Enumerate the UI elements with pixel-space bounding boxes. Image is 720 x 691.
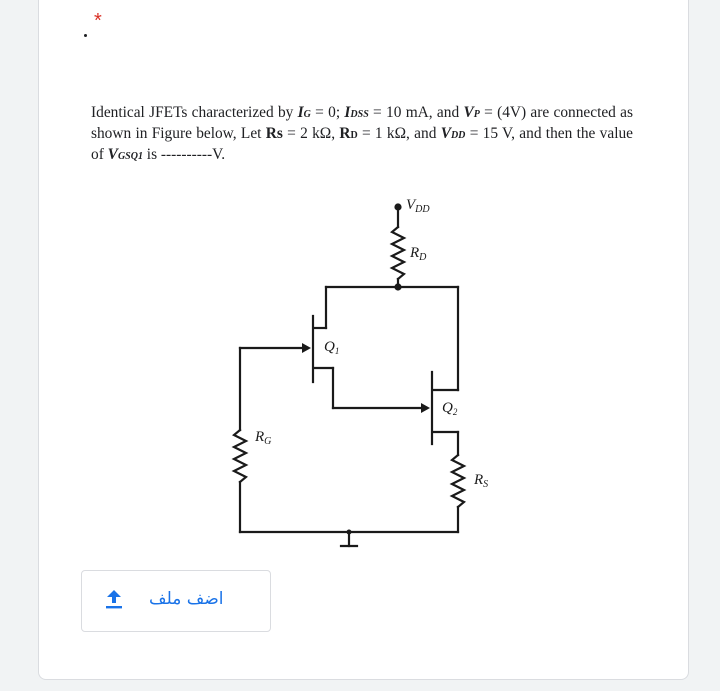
q2-gate-arrow xyxy=(421,403,430,413)
rs-resistor xyxy=(452,455,464,507)
rg-resistor xyxy=(234,430,246,482)
vdd-label: $V_{DD}$ xyxy=(406,197,430,215)
rg-label: $R_G$ xyxy=(255,429,272,447)
q2-label: $Q_2$ xyxy=(442,400,458,417)
q1-gate-arrow xyxy=(302,343,311,353)
add-file-label: اضف ملف xyxy=(149,589,224,609)
q1-label: $Q_1$ xyxy=(324,339,340,356)
required-marker: * xyxy=(94,10,102,32)
question-text: Identical JFETs characterized by IG = 0; IDSS = 10 mA, and VP = (4V) are connected as shown in Figure below, Let Rs = 2 kΩ, RD = 1 kΩ, and VDD = 15 V, and then the value of VGSQ1 is ----------V. xyxy=(91,104,633,163)
rd-label: $R_D$ xyxy=(410,245,427,263)
rs-label: $R_S$ xyxy=(474,472,489,490)
upload-icon xyxy=(103,588,125,610)
rd-resistor xyxy=(392,227,404,279)
